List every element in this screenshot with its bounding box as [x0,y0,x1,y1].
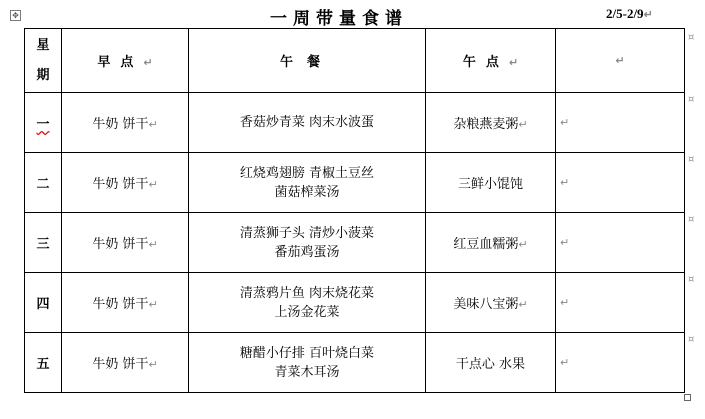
lunch-text: 上汤金花菜 [274,304,340,320]
table-header-row [25,29,685,93]
snack-text: 美味八宝粥 [453,297,519,312]
table-move-handle-icon[interactable]: ✥ [10,10,21,21]
header-day-label: 星期 [36,37,50,83]
paragraph-mark-icon: ↵ [560,356,570,369]
day-label: 一 [36,117,50,132]
row-end-mark-icon: ¤ [688,94,695,105]
lunch-text: 清蒸狮子头 清炒小菠菜 [239,225,375,241]
snack-text: 三鲜小馄饨 [457,177,523,192]
paragraph-mark-icon: ↵ [643,9,653,21]
paragraph-mark-icon: ↵ [560,236,570,249]
table-row [25,93,685,153]
day-cell [25,153,62,213]
lunch-text: 红烧鸡翅膀 青椒土豆丝 [239,165,375,181]
table-row [25,213,685,273]
breakfast-text: 牛奶 饼干 [92,357,149,372]
date-range [606,6,653,22]
breakfast-cell [62,93,189,153]
row-end-mark-icon: ¤ [688,154,695,165]
breakfast-cell [62,333,189,393]
paragraph-mark-icon: ↵ [148,358,158,371]
snack-cell [426,93,556,153]
lunch-text: 番茄鸡蛋汤 [274,244,340,260]
paragraph-mark-icon: ↵ [560,176,570,189]
weekly-menu-table [24,28,685,393]
lunch-cell [189,93,426,153]
page-title [270,4,408,29]
paragraph-mark-icon: ↵ [143,56,153,69]
paragraph-mark-icon: ↵ [560,296,570,309]
paragraph-mark-icon: ↵ [148,178,158,191]
table-row [25,153,685,213]
header-extra [556,29,685,93]
day-label: 二 [36,177,50,192]
snack-text: 杂粮燕麦粥 [453,117,519,132]
row-end-marks [688,32,702,392]
lunch-text: 清蒸鸦片鱼 肉末烧花菜 [239,285,375,301]
lunch-cell [189,273,426,333]
table-resize-handle-icon[interactable] [684,394,691,401]
header-snack [426,29,556,93]
header-breakfast [62,29,189,93]
breakfast-cell [62,273,189,333]
day-cell [25,213,62,273]
paragraph-mark-icon: ↵ [148,238,158,251]
paragraph-mark-icon: ↵ [508,56,519,69]
breakfast-text: 牛奶 饼干 [92,117,149,132]
extra-cell [556,153,685,213]
snack-cell [426,333,556,393]
paragraph-mark-icon: ↵ [518,238,528,251]
paragraph-mark-icon: ↵ [615,54,625,67]
lunch-text: 菌菇榨菜汤 [274,184,340,200]
lunch-cell [189,153,426,213]
breakfast-text: 牛奶 饼干 [92,237,149,252]
title-text: 一周带量食谱 [270,9,408,29]
day-label: 五 [36,357,50,372]
lunch-cell [189,213,426,273]
header-lunch [189,29,426,93]
row-end-mark-icon: ¤ [688,334,695,345]
table-row [25,333,685,393]
day-label: 三 [36,237,50,252]
snack-text: 干点心 水果 [455,357,526,372]
paragraph-mark-icon: ↵ [518,298,528,311]
lunch-cell [189,333,426,393]
snack-cell [426,153,556,213]
breakfast-cell [62,153,189,213]
breakfast-cell [62,213,189,273]
snack-cell [426,213,556,273]
table-row [25,273,685,333]
lunch-text: 青菜木耳汤 [274,364,340,380]
paragraph-mark-icon: ↵ [518,118,528,131]
snack-text: 红豆血糯粥 [453,237,519,252]
breakfast-text: 牛奶 饼干 [92,297,149,312]
row-end-mark-icon: ¤ [688,274,695,285]
paragraph-mark-icon: ↵ [148,298,158,311]
extra-cell [556,333,685,393]
extra-cell [556,273,685,333]
extra-cell [556,93,685,153]
breakfast-text: 牛奶 饼干 [92,177,149,192]
paragraph-mark-icon: ↵ [148,118,158,131]
day-cell [25,93,62,153]
lunch-text: 糖醋小仔排 百叶烧白菜 [239,345,375,361]
day-cell [25,273,62,333]
extra-cell [556,213,685,273]
header-day [25,29,62,93]
header-lunch-label: 午餐 [279,55,334,70]
header-snack-label: 午点 [462,55,509,70]
day-cell [25,333,62,393]
lunch-text: 香菇炒青菜 肉末水波蛋 [239,115,375,130]
header-breakfast-label: 早点 [97,55,144,70]
day-label: 四 [36,297,50,312]
date-range-text: 2/5-2/9 [606,6,644,21]
paragraph-mark-icon: ↵ [560,116,570,129]
row-end-mark-icon: ¤ [688,32,695,43]
snack-cell [426,273,556,333]
row-end-mark-icon: ¤ [688,214,695,225]
